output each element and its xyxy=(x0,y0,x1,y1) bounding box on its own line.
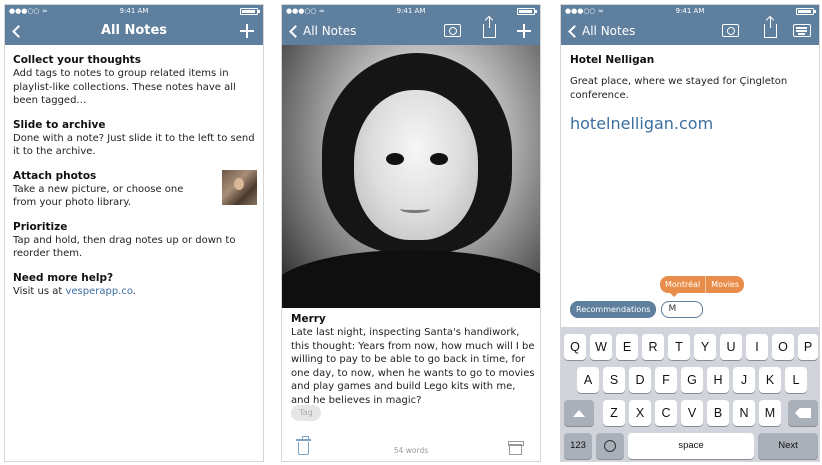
note-title: Attach photos xyxy=(13,169,97,182)
note-title: Slide to archive xyxy=(13,118,106,131)
key-h[interactable]: H xyxy=(707,367,729,393)
signal-indicator: ●●●○○ ≈ xyxy=(286,7,325,15)
camera-icon[interactable] xyxy=(444,24,461,37)
battery-icon xyxy=(796,8,814,15)
photo-face xyxy=(354,90,478,240)
suggestion-pointer xyxy=(669,292,679,297)
screen-tag-edit xyxy=(560,4,820,462)
backspace-key[interactable] xyxy=(788,400,818,426)
status-bar xyxy=(282,6,540,17)
tag-recommendations[interactable]: Recommendations xyxy=(570,301,656,318)
key-e[interactable]: E xyxy=(616,334,638,360)
photo-eye-right xyxy=(430,153,448,165)
key-t[interactable]: T xyxy=(668,334,690,360)
emoji-key[interactable] xyxy=(596,433,624,459)
key-d[interactable]: D xyxy=(629,367,651,393)
add-note-button[interactable] xyxy=(516,19,532,43)
photo-thumbnail xyxy=(222,170,257,205)
note-body: Late last night, inspecting Santa's handiwork, this thought: Years from now, how much will I be willing to pay to be able to go back in time, for one day, to now, when he wants to go to movies and play games and build Lego kits with me, and he believes in magic? xyxy=(291,327,535,406)
key-a[interactable]: A xyxy=(577,367,599,393)
shift-icon xyxy=(573,410,585,417)
note-title: Collect your thoughts xyxy=(13,54,141,66)
help-text-end: . xyxy=(132,285,136,297)
key-y[interactable]: Y xyxy=(694,334,716,360)
list-item[interactable] xyxy=(13,169,257,210)
key-x[interactable]: X xyxy=(629,400,651,426)
screen-all-notes xyxy=(4,4,264,462)
list-item[interactable] xyxy=(13,220,257,261)
note-preview: Take a new picture, or choose one from your photo library. xyxy=(13,183,184,208)
note-title: Prioritize xyxy=(13,220,68,233)
key-n[interactable]: N xyxy=(733,400,755,426)
tag-field[interactable]: Tag xyxy=(291,405,321,421)
list-item[interactable] xyxy=(13,271,257,299)
photo-mouth xyxy=(400,205,430,213)
share-icon[interactable] xyxy=(764,24,777,38)
notes-list xyxy=(13,53,257,308)
chevron-left-icon xyxy=(568,25,581,38)
key-m[interactable]: M xyxy=(759,400,781,426)
battery-icon xyxy=(240,8,258,15)
keyboard xyxy=(561,327,820,462)
key-g[interactable]: G xyxy=(681,367,703,393)
tag-input[interactable]: M xyxy=(661,301,703,318)
tag-suggestions xyxy=(660,276,744,293)
key-j[interactable]: J xyxy=(733,367,755,393)
note-title: Need more help? xyxy=(13,271,114,284)
back-button[interactable] xyxy=(567,19,635,43)
key-w[interactable]: W xyxy=(590,334,612,360)
note-preview: Done with a note? Just slide it to the left to send it to the archive. xyxy=(13,132,255,157)
shift-key[interactable] xyxy=(564,400,594,426)
status-bar xyxy=(561,6,819,17)
suggestion-montreal[interactable]: Montréal xyxy=(660,276,705,293)
photo-shirt xyxy=(282,250,541,308)
photo-eye-left xyxy=(386,153,404,165)
key-p[interactable]: P xyxy=(798,334,818,360)
note-content[interactable] xyxy=(291,312,535,407)
note-preview: Add tags to notes to group related items in playlist-like collections. These notes have all been tagged… xyxy=(13,68,236,106)
note-preview: Tap and hold, then drag notes up or down to reorder them. xyxy=(13,234,236,259)
numbers-key[interactable]: 123 xyxy=(564,433,592,459)
status-time: 9:41 AM xyxy=(396,7,426,15)
signal-indicator: ●●●○○ ≈ xyxy=(565,7,604,15)
navigation-bar xyxy=(561,5,819,45)
chevron-left-icon xyxy=(289,25,302,38)
back-button[interactable] xyxy=(288,19,356,43)
note-link[interactable]: hotelnelligan.com xyxy=(570,114,714,133)
list-item[interactable] xyxy=(13,118,257,159)
list-item[interactable] xyxy=(13,53,257,108)
note-content[interactable] xyxy=(570,53,814,133)
screen-photo-note xyxy=(281,4,541,462)
key-u[interactable]: U xyxy=(720,334,742,360)
help-link[interactable]: vesperapp.co xyxy=(65,285,133,297)
back-label: All Notes xyxy=(582,24,636,38)
suggestion-movies[interactable]: Movies xyxy=(705,276,744,293)
key-v[interactable]: V xyxy=(681,400,703,426)
help-text: Visit us at xyxy=(13,285,66,297)
key-c[interactable]: C xyxy=(655,400,677,426)
status-time: 9:41 AM xyxy=(675,7,705,15)
emoji-icon xyxy=(604,440,616,452)
key-k[interactable]: K xyxy=(759,367,781,393)
tag-row xyxy=(570,301,703,318)
key-s[interactable]: S xyxy=(603,367,625,393)
page-title: All Notes xyxy=(100,23,168,38)
back-label: All Notes xyxy=(303,24,357,38)
key-f[interactable]: F xyxy=(655,367,677,393)
key-i[interactable]: I xyxy=(746,334,768,360)
key-z[interactable]: Z xyxy=(603,400,625,426)
navigation-bar xyxy=(282,5,540,45)
share-icon[interactable] xyxy=(483,24,496,38)
note-preview xyxy=(13,285,257,299)
status-bar xyxy=(5,6,263,17)
note-photo[interactable] xyxy=(282,45,541,308)
note-body: Great place, where we stayed for Çingleton conference. xyxy=(570,76,788,101)
add-note-button[interactable] xyxy=(239,19,255,43)
note-title: Merry xyxy=(291,313,326,325)
status-time: 9:41 AM xyxy=(119,7,149,15)
key-o[interactable]: O xyxy=(772,334,794,360)
archive-icon[interactable] xyxy=(509,444,522,455)
navigation-bar xyxy=(5,5,263,45)
signal-indicator: ●●●○○ ≈ xyxy=(9,7,48,15)
battery-icon xyxy=(517,8,535,15)
backspace-icon xyxy=(795,408,811,418)
next-key[interactable]: Next xyxy=(758,433,818,459)
key-q[interactable]: Q xyxy=(564,334,586,360)
key-r[interactable]: R xyxy=(642,334,664,360)
keyboard-dismiss-icon[interactable] xyxy=(793,24,811,37)
space-key[interactable]: space xyxy=(628,433,754,459)
note-title: Hotel Nelligan xyxy=(570,54,655,66)
key-b[interactable]: B xyxy=(707,400,729,426)
key-l[interactable]: L xyxy=(785,367,807,393)
word-count: 54 words xyxy=(393,446,429,455)
camera-icon[interactable] xyxy=(722,24,739,37)
